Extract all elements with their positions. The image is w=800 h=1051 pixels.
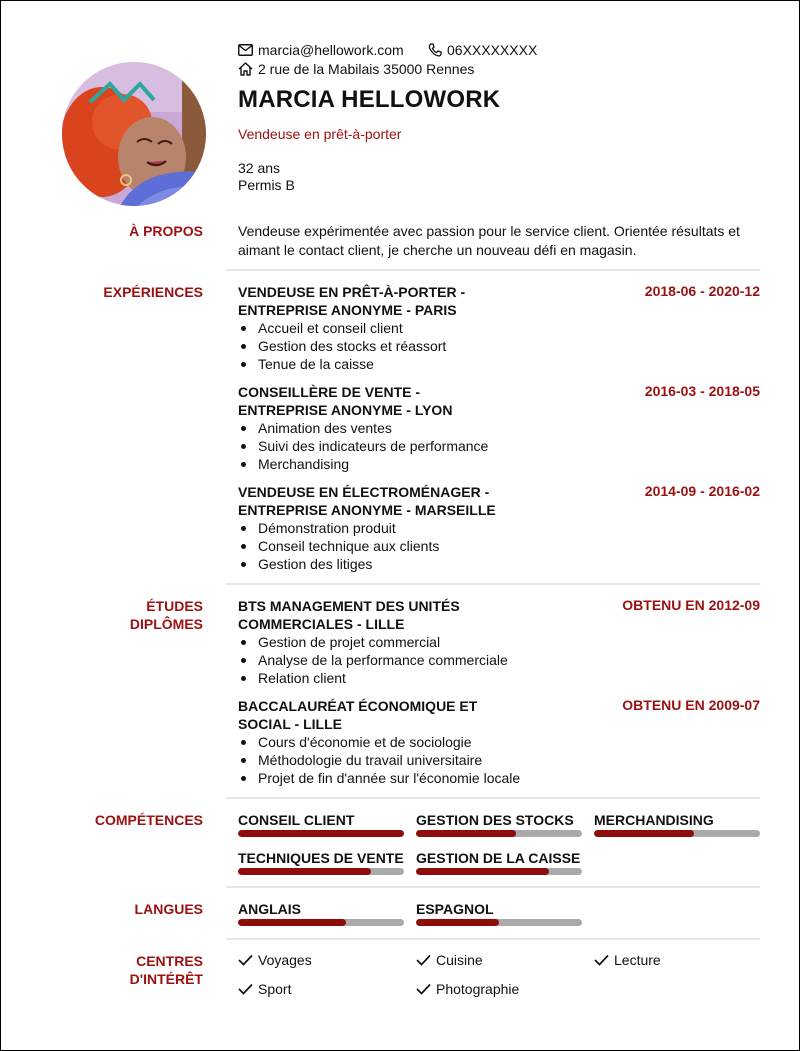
list-item: Projet de fin d'année sur l'économie locale bbox=[238, 769, 760, 787]
interest-item bbox=[416, 952, 483, 968]
divider bbox=[226, 886, 760, 888]
entry-title-line: ENTREPRISE ANONYME - PARIS bbox=[238, 302, 457, 318]
entry-bullets bbox=[238, 519, 760, 573]
language-bar bbox=[416, 919, 582, 926]
list-item: Accueil et conseil client bbox=[238, 319, 760, 337]
skill-bar-fill bbox=[238, 830, 404, 837]
entry-title bbox=[238, 283, 538, 319]
skill-bar bbox=[238, 868, 404, 875]
experience-entry bbox=[238, 483, 760, 573]
age: 32 ans bbox=[238, 160, 281, 176]
entry-title-line: ENTREPRISE ANONYME - MARSEILLE bbox=[238, 502, 496, 518]
entry-title bbox=[238, 697, 538, 733]
skill-bar bbox=[238, 830, 404, 837]
avatar bbox=[62, 62, 206, 206]
entry-dates: OBTENU EN 2012-09 bbox=[622, 597, 760, 613]
language-bar bbox=[238, 919, 404, 926]
skill-bar-fill bbox=[594, 830, 694, 837]
interest-label: Sport bbox=[258, 981, 292, 997]
list-item: Démonstration produit bbox=[238, 519, 760, 537]
language-name: ESPAGNOL bbox=[416, 901, 494, 917]
skill-item bbox=[238, 812, 404, 837]
entry-dates: 2014-09 - 2016-02 bbox=[644, 483, 760, 499]
section-label-line: DIPLÔMES bbox=[129, 616, 203, 632]
skill-bar bbox=[416, 868, 582, 875]
list-item: Relation client bbox=[238, 669, 760, 687]
skill-bar bbox=[416, 830, 582, 837]
job-title: Vendeuse en prêt-à-porter bbox=[238, 126, 402, 142]
interest-label: Cuisine bbox=[436, 952, 483, 968]
section-label-skills: COMPÉTENCES bbox=[94, 812, 203, 828]
phone-icon bbox=[428, 43, 442, 57]
candidate-name: MARCIA HELLOWORK bbox=[238, 86, 501, 113]
list-item: Suivi des indicateurs de performance bbox=[238, 437, 760, 455]
education-entry bbox=[238, 597, 760, 687]
language-bar-fill bbox=[416, 919, 499, 926]
skill-item bbox=[416, 850, 582, 875]
interest-label: Lecture bbox=[614, 952, 661, 968]
entry-dates: OBTENU EN 2009-07 bbox=[622, 697, 760, 713]
language-bar-fill bbox=[238, 919, 346, 926]
address-contact bbox=[238, 61, 474, 77]
check-icon bbox=[238, 954, 253, 966]
entry-title-line: COMMERCIALES - LILLE bbox=[238, 616, 405, 632]
entry-dates: 2018-06 - 2020-12 bbox=[644, 283, 760, 299]
list-item: Analyse de la performance commerciale bbox=[238, 651, 760, 669]
check-icon bbox=[416, 954, 431, 966]
entry-bullets bbox=[238, 419, 760, 473]
interest-item bbox=[594, 952, 661, 968]
divider bbox=[226, 583, 760, 585]
skill-bar-fill bbox=[416, 830, 516, 837]
skill-name: TECHNIQUES DE VENTE bbox=[238, 850, 404, 866]
email-contact bbox=[238, 42, 404, 58]
list-item: Méthodologie du travail universitaire bbox=[238, 751, 760, 769]
entry-title bbox=[238, 597, 538, 633]
entry-title-line: VENDEUSE EN ÉLECTROMÉNAGER - bbox=[238, 484, 490, 500]
entry-title-line: BTS MANAGEMENT DES UNITÉS bbox=[238, 598, 460, 614]
entry-bullets bbox=[238, 633, 760, 687]
education-entry bbox=[238, 697, 760, 787]
interest-item bbox=[416, 981, 519, 997]
section-label-about: À PROPOS bbox=[129, 223, 203, 239]
language-item bbox=[238, 901, 404, 926]
skill-name: MERCHANDISING bbox=[594, 812, 714, 828]
entry-bullets bbox=[238, 733, 760, 787]
entry-bullets bbox=[238, 319, 760, 373]
entry-title-line: SOCIAL - LILLE bbox=[238, 716, 342, 732]
entry-title-line: CONSEILLÈRE DE VENTE - bbox=[238, 384, 421, 400]
entry-title-line: VENDEUSE EN PRÊT-À-PORTER - bbox=[238, 284, 466, 300]
entry-title bbox=[238, 383, 538, 419]
list-item: Gestion des litiges bbox=[238, 555, 760, 573]
skill-bar-fill bbox=[416, 868, 549, 875]
skill-name: GESTION DE LA CAISSE bbox=[416, 850, 581, 866]
interest-item bbox=[238, 952, 312, 968]
section-label-languages: LANGUES bbox=[134, 901, 203, 917]
entry-dates: 2016-03 - 2018-05 bbox=[644, 383, 760, 399]
section-label-line: D'INTÉRÊT bbox=[129, 971, 203, 987]
address-text: 2 rue de la Mabilais 35000 Rennes bbox=[258, 61, 475, 77]
skill-bar bbox=[594, 830, 760, 837]
skill-name: CONSEIL CLIENT bbox=[238, 812, 355, 828]
list-item: Cours d'économie et de sociologie bbox=[238, 733, 760, 751]
experience-entry bbox=[238, 383, 760, 473]
check-icon bbox=[594, 954, 609, 966]
list-item: Gestion des stocks et réassort bbox=[238, 337, 760, 355]
section-label-education bbox=[130, 597, 203, 633]
divider bbox=[226, 938, 760, 940]
section-label-interests bbox=[130, 952, 203, 988]
skill-name: GESTION DES STOCKS bbox=[416, 812, 574, 828]
section-label-line: CENTRES bbox=[136, 953, 203, 969]
check-icon bbox=[238, 983, 253, 995]
language-item bbox=[416, 901, 582, 926]
list-item: Animation des ventes bbox=[238, 419, 760, 437]
list-item: Conseil technique aux clients bbox=[238, 537, 760, 555]
interest-item bbox=[238, 981, 291, 997]
interest-label: Photographie bbox=[436, 981, 520, 997]
skill-bar-fill bbox=[238, 868, 371, 875]
driving-license: Permis B bbox=[238, 177, 295, 193]
divider bbox=[226, 269, 760, 271]
divider bbox=[226, 797, 760, 799]
entry-title-line: ENTREPRISE ANONYME - LYON bbox=[238, 402, 453, 418]
entry-title-line: BACCALAURÉAT ÉCONOMIQUE ET bbox=[238, 698, 478, 714]
interest-label: Voyages bbox=[258, 952, 312, 968]
list-item: Merchandising bbox=[238, 455, 760, 473]
list-item: Tenue de la caisse bbox=[238, 355, 760, 373]
experience-entry bbox=[238, 283, 760, 373]
mail-icon bbox=[238, 44, 253, 56]
home-icon bbox=[238, 62, 253, 76]
email-text[interactable]: marcia@hellowork.com bbox=[258, 42, 404, 58]
check-icon bbox=[416, 983, 431, 995]
skill-item bbox=[594, 812, 760, 837]
entry-title bbox=[238, 483, 538, 519]
phone-contact bbox=[428, 42, 537, 58]
phone-text[interactable]: 06XXXXXXXX bbox=[447, 42, 538, 58]
skill-item bbox=[238, 850, 404, 875]
section-label-experiences: EXPÉRIENCES bbox=[103, 284, 203, 300]
section-label-line: ÉTUDES bbox=[146, 598, 203, 614]
skill-item bbox=[416, 812, 582, 837]
list-item: Gestion de projet commercial bbox=[238, 633, 760, 651]
about-text: Vendeuse expérimentée avec passion pour le service client. Orientée résultats et aimant le contact client, je cherche un nouveau défi en magasin. bbox=[238, 223, 740, 258]
language-name: ANGLAIS bbox=[238, 901, 301, 917]
avatar-illustration bbox=[62, 62, 206, 206]
